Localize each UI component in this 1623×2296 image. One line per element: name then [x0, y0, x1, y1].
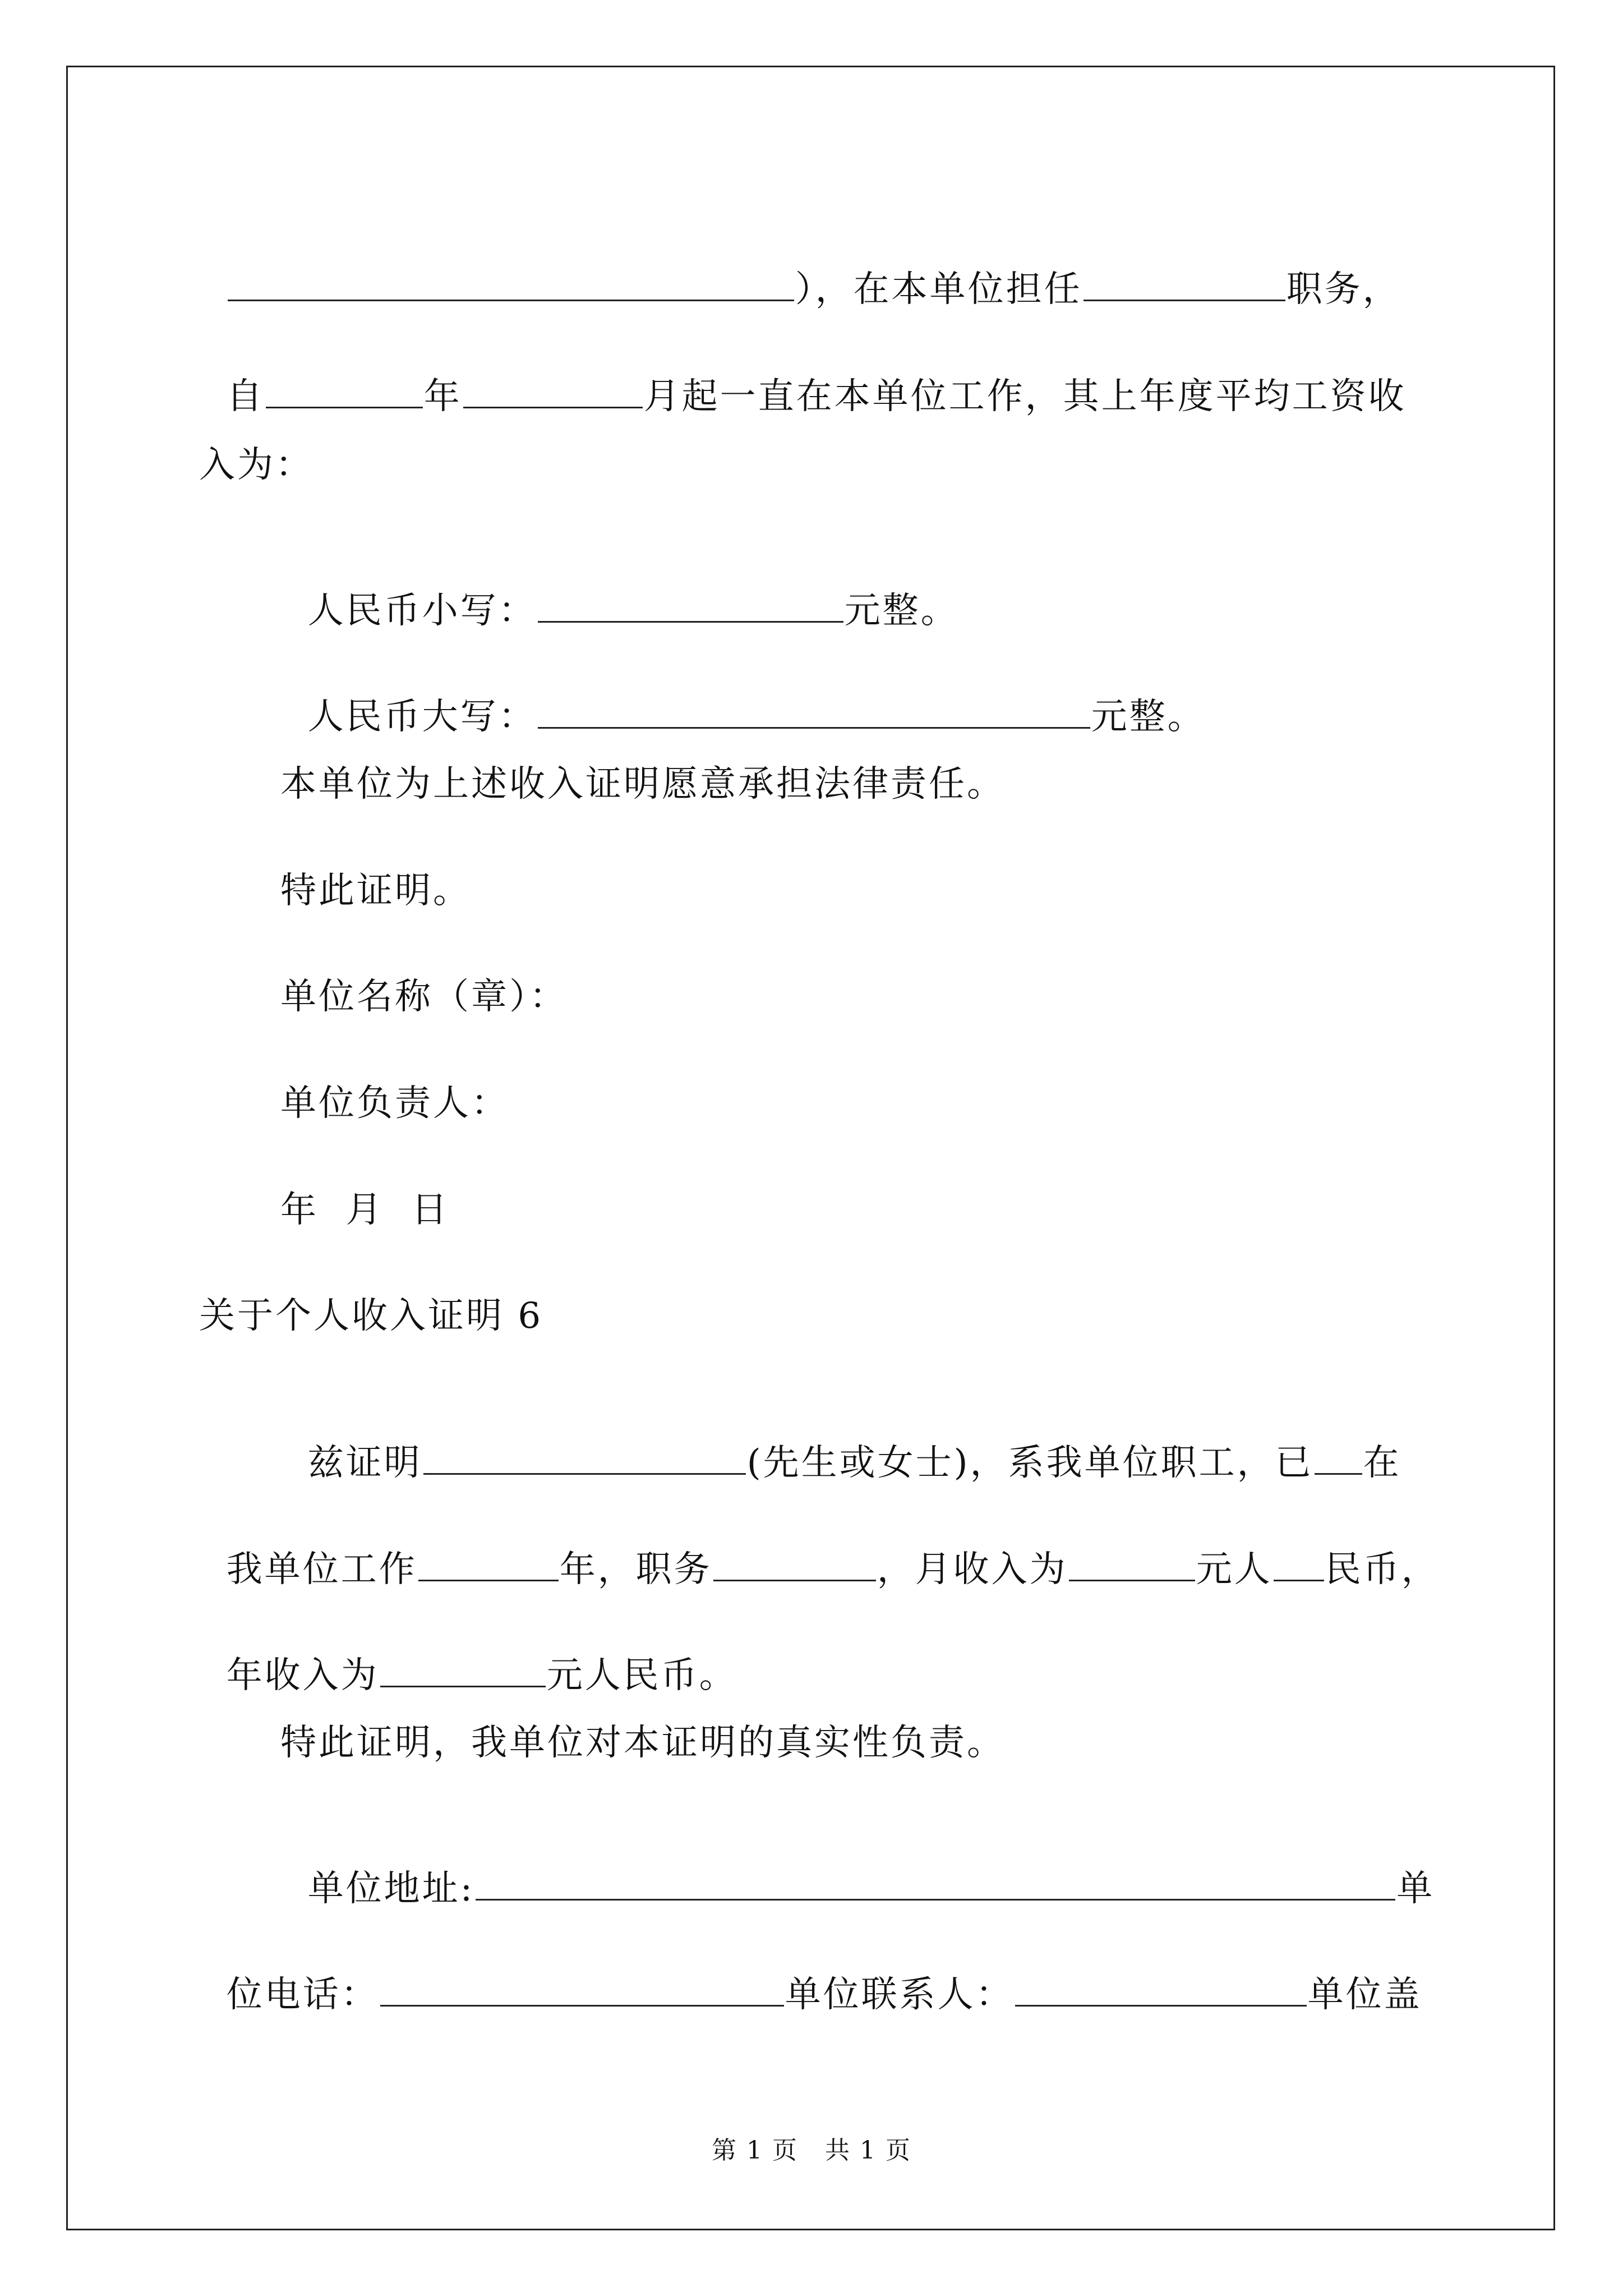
doc-line-13 [199, 1512, 1440, 1588]
line-text: 自 [226, 376, 265, 417]
doc-line-5 [280, 660, 1206, 738]
blank-field [713, 1548, 876, 1581]
blank-field [463, 375, 643, 408]
line-text: 我单位工作 [226, 1549, 417, 1590]
doc-line-14 [199, 1618, 737, 1694]
line-text: 元人 [1196, 1549, 1272, 1590]
blank-field [228, 268, 794, 301]
line-text: 单 [1396, 1868, 1435, 1910]
line-text: 单位盖 [1307, 1974, 1422, 2016]
doc-line-6: 本单位为上述收入证明愿意承担法律责任。 [280, 763, 1005, 805]
line-text: ），在本单位担任 [795, 269, 1082, 310]
blank-field [266, 375, 423, 408]
doc-line-1 [199, 232, 1401, 310]
blank-field [380, 1973, 784, 2007]
doc-line-7: 特此证明。 [280, 870, 471, 912]
page-total: 共 1 页 [825, 2136, 911, 2165]
blank-field [423, 1442, 746, 1475]
line-text: 单位地址: [307, 1868, 475, 1910]
doc-line-17 [199, 1938, 1422, 2016]
line-text: 位电话： [226, 1974, 379, 2016]
line-text: 元人民币。 [546, 1655, 737, 1696]
line-text: 元整。 [1091, 696, 1206, 738]
blank-field [1083, 268, 1285, 301]
doc-line-15: 特此证明，我单位对本证明的真实性负责。 [280, 1722, 1005, 1764]
line-text: 元整。 [844, 590, 959, 632]
line-text: 人民币小写： [307, 590, 537, 632]
line-text: ，月收入为 [877, 1549, 1068, 1590]
line-text: 年 [423, 376, 462, 417]
line-text: 职务， [1286, 269, 1401, 310]
line-text: 兹证明 [307, 1442, 422, 1484]
section-heading: 关于个人收入证明 6 [199, 1295, 543, 1337]
line-text: 人民币大写： [307, 696, 537, 738]
blank-field [1274, 1548, 1324, 1581]
line-text: 年，职务 [559, 1549, 712, 1590]
doc-line-8: 单位名称（章）： [280, 976, 568, 1018]
blank-field [476, 1867, 1395, 1901]
doc-line-12 [280, 1406, 1401, 1484]
doc-line-9: 单位负责人： [280, 1083, 509, 1124]
page-footer [0, 2130, 1623, 2166]
doc-line-10: 年 月 日 [280, 1189, 450, 1231]
blank-field [418, 1548, 559, 1581]
page-number: 第 1 页 [712, 2136, 798, 2165]
blank-field [1315, 1442, 1362, 1475]
doc-line-16 [280, 1832, 1435, 1910]
blank-field [538, 696, 1090, 729]
line-text: 年收入为 [226, 1655, 379, 1696]
blank-field [380, 1654, 546, 1687]
blank-field [538, 590, 843, 623]
doc-line-2 [199, 339, 1407, 415]
blank-field [1015, 1973, 1307, 2007]
line-text: 单位联系人： [785, 1974, 1014, 2016]
line-text: 月起一直在本单位工作，其上年度平均工资收 [643, 376, 1407, 417]
doc-line-4 [280, 554, 959, 632]
line-text: 民币， [1325, 1549, 1440, 1590]
line-text: 在 [1363, 1442, 1401, 1484]
doc-line-3: 入为： [199, 444, 313, 486]
line-text: (先生或女士)，系我单位职工，已 [746, 1442, 1313, 1484]
blank-field [1069, 1548, 1195, 1581]
